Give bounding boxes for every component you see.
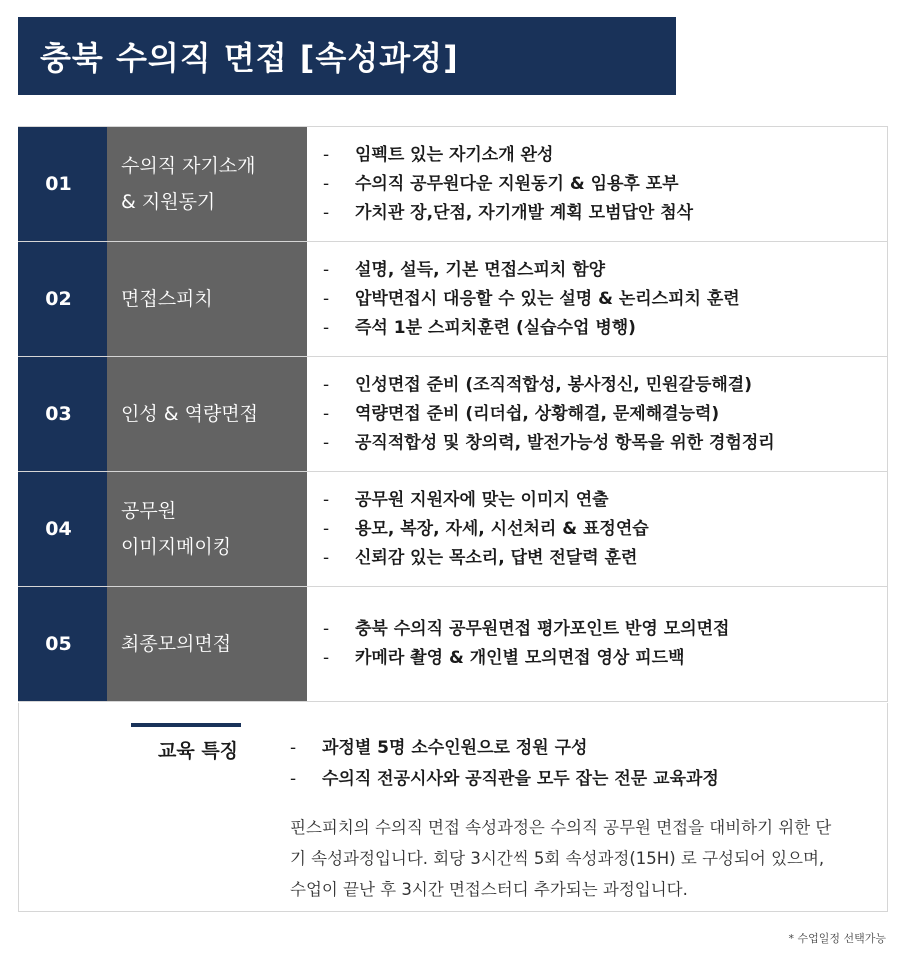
bullet-item <box>323 314 887 343</box>
row-number: 01 <box>18 127 107 241</box>
bullet-text: 신뢰감 있는 목소리, 답변 전달력 훈련 <box>355 547 638 568</box>
bullet-item <box>323 170 887 199</box>
curriculum-table <box>18 126 888 702</box>
dash-marker: - <box>323 144 330 165</box>
bullet-item <box>323 256 887 285</box>
bullet-text: 충북 수의직 공무원면접 평가포인트 반영 모의면접 <box>355 619 730 639</box>
dash-marker: - <box>323 403 330 424</box>
bullet-text: 압박면접시 대응할 수 있는 설명 & 논리스피치 훈련 <box>355 288 740 309</box>
schedule-footnote: * 수업일정 선택가능 <box>788 932 886 945</box>
dash-marker: - <box>323 259 330 280</box>
feature-text: 과정별 5명 소수인원으로 정원 구성 <box>322 738 588 758</box>
bullet-item <box>323 486 887 515</box>
dash-marker: - <box>323 648 330 668</box>
row-content <box>307 357 888 471</box>
features-label: 교육 특징 <box>158 740 239 762</box>
bullet-item <box>323 199 887 228</box>
features-list <box>290 733 719 795</box>
curriculum-row <box>18 587 888 702</box>
dash-marker: - <box>290 769 297 789</box>
bullet-item <box>323 615 887 644</box>
feature-item <box>290 733 719 764</box>
dash-marker: - <box>323 317 330 338</box>
row-topic: 최종모의면접 <box>107 587 307 701</box>
dash-marker: - <box>323 202 330 223</box>
row-number: 03 <box>18 357 107 471</box>
bullet-item <box>323 429 887 458</box>
bullet-text: 즉석 1분 스피치훈련 (실습수업 병행) <box>355 317 636 338</box>
bullet-text: 공무원 지원자에 맞는 이미지 연출 <box>355 489 609 510</box>
bullet-text: 설명, 설득, 기본 면접스피치 함양 <box>355 259 606 280</box>
features-description: 핀스피치의 수의직 면접 속성과정은 수의직 공무원 면접을 대비하기 위한 단기 속성과정입니다. 회당 3시간씩 5회 속성과정(15H) 로 구성되어 있으며, 수업이 끝난 후 3시간 면접스터디 추가되는 과정입니다. <box>290 818 832 899</box>
row-content <box>307 587 888 701</box>
row-number: 04 <box>18 472 107 586</box>
row-content <box>307 127 888 241</box>
row-number: 02 <box>18 242 107 356</box>
row-content <box>307 242 888 356</box>
feature-text: 수의직 전공시사와 공직관을 모두 잡는 전문 교육과정 <box>322 769 719 789</box>
dash-marker: - <box>323 432 330 453</box>
page-title: 충북 수의직 면접 [속성과정] <box>18 17 676 95</box>
bullet-item <box>323 141 887 170</box>
row-topic: 면접스피치 <box>107 242 307 356</box>
row-number: 05 <box>18 587 107 701</box>
feature-item <box>290 764 719 795</box>
bullet-item <box>323 544 887 573</box>
bullet-text: 카메라 촬영 & 개인별 모의면접 영상 피드백 <box>355 648 685 668</box>
bullet-text: 공직적합성 및 창의력, 발전가능성 항목을 위한 경험정리 <box>355 432 775 453</box>
dash-marker: - <box>323 547 330 568</box>
curriculum-row <box>18 472 888 587</box>
bullet-text: 수의직 공무원다운 지원동기 & 임용후 포부 <box>355 173 679 194</box>
row-topic: 수의직 자기소개 & 지원동기 <box>107 127 307 241</box>
bullet-item <box>323 400 887 429</box>
bullet-item <box>323 515 887 544</box>
dash-marker: - <box>323 619 330 639</box>
bullet-item <box>323 644 887 673</box>
dash-marker: - <box>323 489 330 510</box>
dash-marker: - <box>323 374 330 395</box>
row-topic: 공무원 이미지메이킹 <box>107 472 307 586</box>
bullet-item <box>323 285 887 314</box>
row-topic: 인성 & 역량면접 <box>107 357 307 471</box>
bullet-text: 임펙트 있는 자기소개 완성 <box>355 144 554 165</box>
dash-marker: - <box>323 288 330 309</box>
bullet-text: 가치관 장,단점, 자기개발 계획 모범답안 첨삭 <box>355 202 694 223</box>
bullet-text: 용모, 복장, 자세, 시선처리 & 표정연습 <box>355 518 649 539</box>
bullet-text: 인성면접 준비 (조직적합성, 봉사정신, 민원갈등해결) <box>355 374 752 395</box>
curriculum-row <box>18 127 888 242</box>
curriculum-row <box>18 242 888 357</box>
dash-marker: - <box>323 518 330 539</box>
bullet-text: 역량면접 준비 (리더쉽, 상황해결, 문제해결능력) <box>355 403 720 424</box>
dash-marker: - <box>323 173 330 194</box>
curriculum-row <box>18 357 888 472</box>
bullet-item <box>323 371 887 400</box>
dash-marker: - <box>290 738 297 758</box>
features-accent-line <box>131 723 241 727</box>
row-content <box>307 472 888 586</box>
